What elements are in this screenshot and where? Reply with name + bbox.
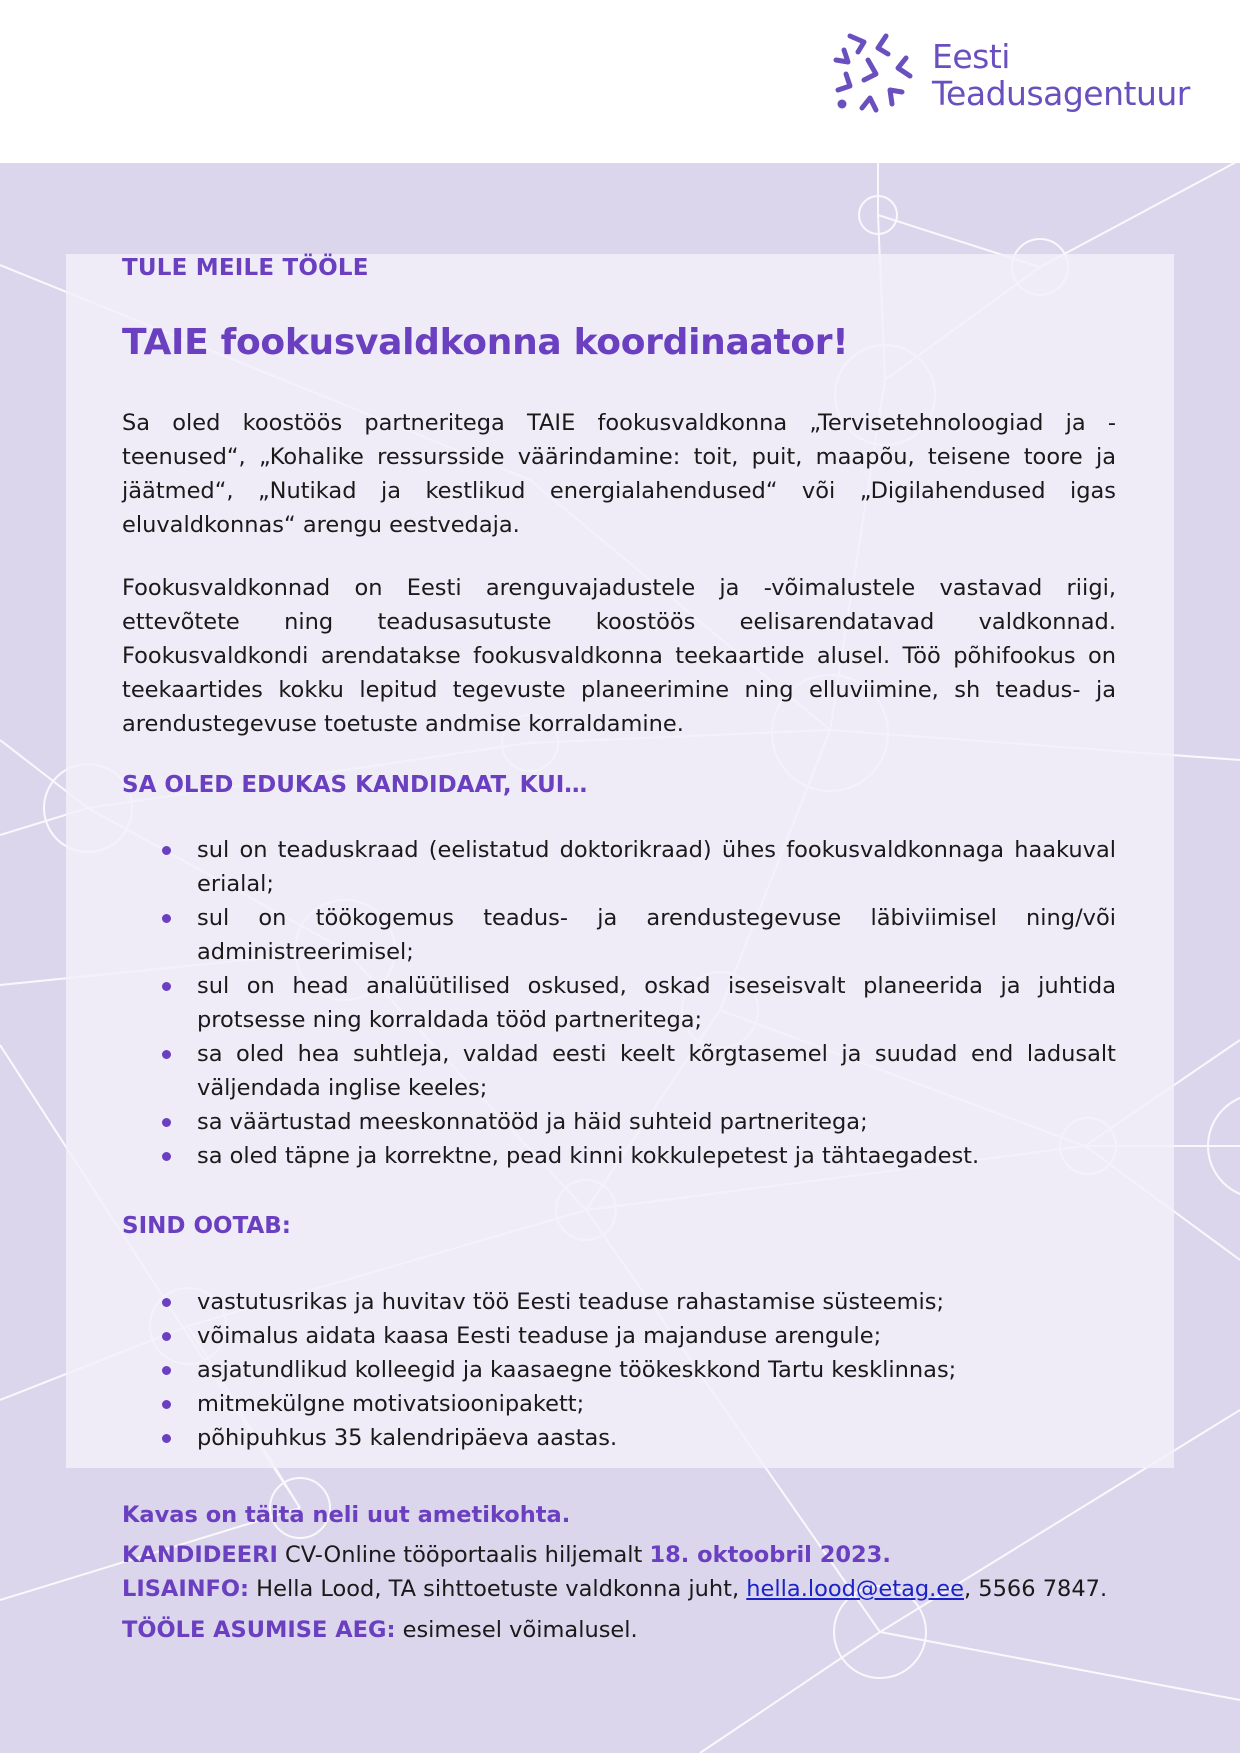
positions-note: Kavas on täita neli uut ametikohta.	[122, 1502, 571, 1528]
list-item: sa oled hea suhtleja, valdad eesti keelt kõrgtasemel ja suudad end ladusalt väljendada inglise keeles;	[122, 1037, 1116, 1105]
apply-text: CV-Online tööportaalis hiljemalt	[277, 1542, 650, 1568]
offer-heading: SIND OOTAB:	[122, 1213, 292, 1239]
list-item: sul on teaduskraad (eelistatud doktorikraad) ühes fookusvaldkonnaga haakuval erialal;	[122, 833, 1116, 901]
list-item: sul on töökogemus teadus- ja arendustegevuse läbiviimisel ning/või administreerimisel;	[122, 901, 1116, 969]
eesti-teadusagentuur-logo-icon	[828, 30, 916, 116]
list-item: asjatundlikud kolleegid ja kaasaegne töökeskkond Tartu kesklinnas;	[122, 1353, 1116, 1387]
list-item: vastutusrikas ja huvitav töö Eesti teaduse rahastamise süsteemis;	[122, 1285, 1116, 1319]
phone: , 5566 7847.	[963, 1576, 1108, 1602]
apply-line	[122, 1538, 891, 1572]
logo-line-2: Teadusagentuur	[932, 74, 1190, 113]
start-label: TÖÖLE ASUMISE AEG:	[122, 1617, 396, 1643]
candidate-requirements-list	[122, 833, 1116, 1173]
start-text: esimesel võimalusel.	[395, 1617, 638, 1643]
info-line	[122, 1572, 1107, 1606]
list-item: sa oled täpne ja korrektne, pead kinni kokkulepetest ja tähtaegadest.	[122, 1139, 1116, 1173]
page-title: TAIE fookusvaldkonna koordinaator!	[122, 322, 849, 363]
logo-wordmark	[932, 38, 1190, 112]
email-link[interactable]: hella.lood@etag.ee	[746, 1576, 964, 1602]
list-item: võimalus aidata kaasa Eesti teaduse ja majanduse arengule;	[122, 1319, 1116, 1353]
logo	[828, 30, 1208, 116]
candidate-heading: SA OLED EDUKAS KANDIDAAT, KUI…	[122, 772, 588, 798]
list-item: sa väärtustad meeskonnatööd ja häid suhteid partneritega;	[122, 1105, 1116, 1139]
list-item: põhipuhkus 35 kalendripäeva aastas.	[122, 1421, 1116, 1455]
list-item: mitmekülgne motivatsioonipakett;	[122, 1387, 1116, 1421]
start-line	[122, 1613, 638, 1647]
offer-list	[122, 1285, 1116, 1455]
info-text: Hella Lood, TA sihttoetuste valdkonna juht,	[249, 1576, 747, 1602]
header	[0, 0, 1240, 163]
apply-label: KANDIDEERI	[122, 1542, 278, 1568]
list-item: sul on head analüütilised oskused, oskad iseseisvalt planeerida ja juhtida protsesse ning korraldada tööd partneritega;	[122, 969, 1116, 1037]
kicker-heading: TULE MEILE TÖÖLE	[122, 255, 369, 281]
deadline: 18. oktoobril 2023.	[649, 1542, 891, 1568]
logo-line-1: Eesti	[932, 37, 1010, 76]
description-paragraph: Fookusvaldkonnad on Eesti arenguvajadustele ja -võimalustele vastavad riigi, ettevõtete ning teadusasutuste koostöös eelisarendatavad valdkonnad. Fookusvaldkondi arendatakse fookusvaldkonna teekaartide alusel. Töö põhifookus on teekaartides kokku lepitud tegevuste planeerimine ning elluviimine, sh teadus- ja arendustegevuse toetuste andmise korraldamine.	[122, 575, 1116, 737]
intro-paragraph: Sa oled koostöös partneritega TAIE fookusvaldkonna „Tervisetehnoloogiad ja -teenused“, „Kohalike ressursside väärindamine: toit, puit, maapõu, teisene toore ja jäätmed“, „Nutikad ja kestlikud energialahendused“ või „Digilahendused igas eluvaldkonnas“ arengu eestvedaja.	[122, 410, 1116, 538]
info-label: LISAINFO:	[122, 1576, 250, 1602]
